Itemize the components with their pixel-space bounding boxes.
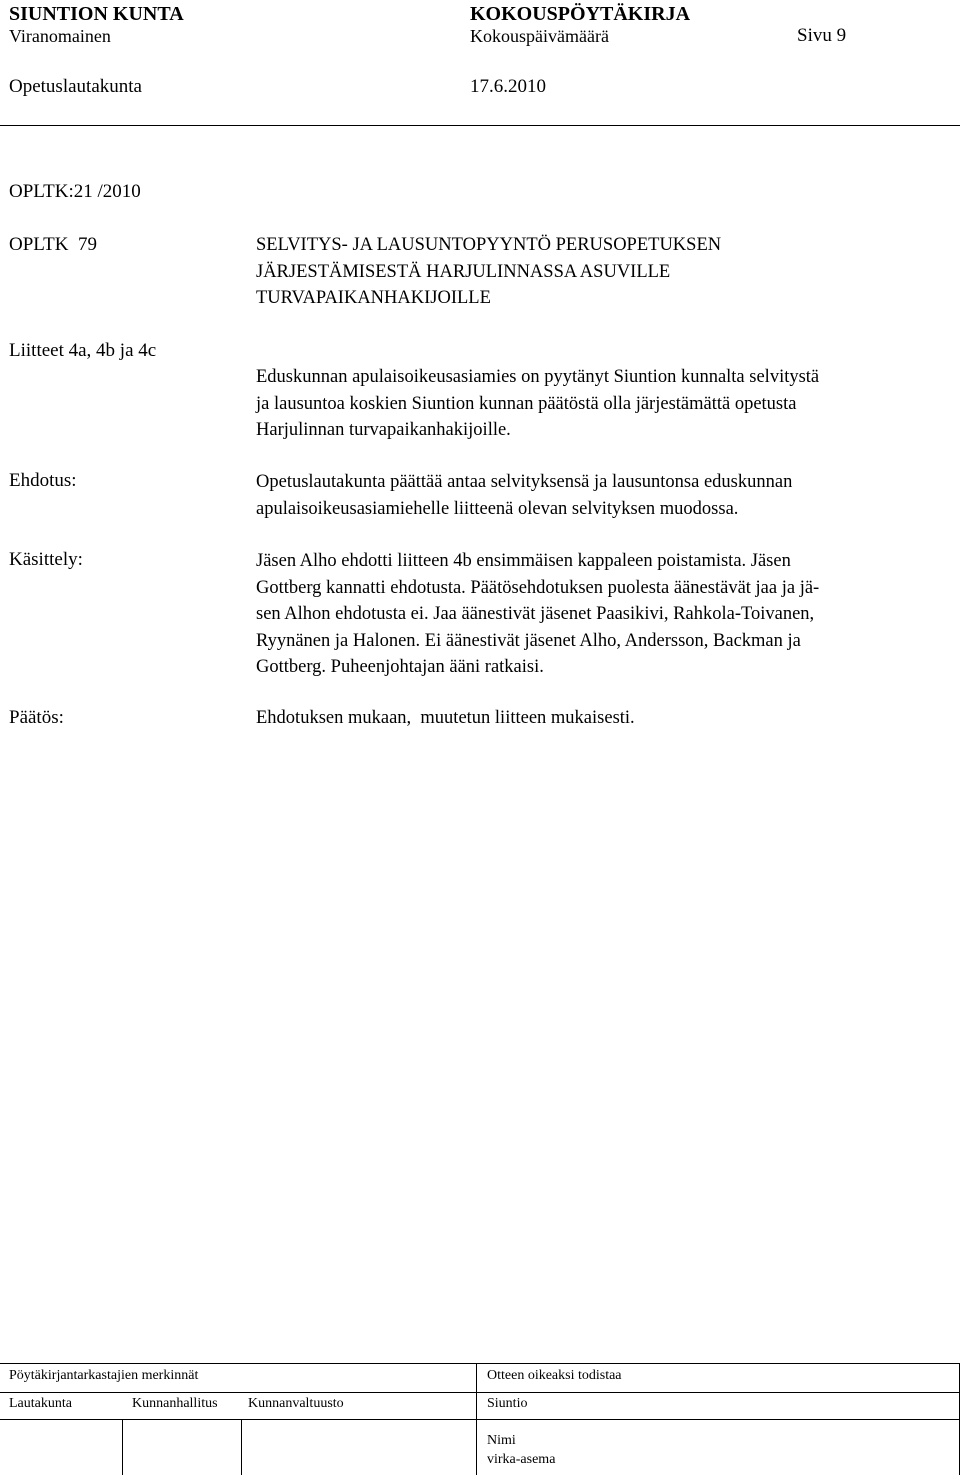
paragraph-line: Jäsen Alho ehdotti liitteen 4b ensimmäisen kappaleen poistamista. Jäsen [256, 551, 791, 571]
paragraph-line: Opetuslautakunta päättää antaa selvityksensä ja lausuntonsa eduskunnan [256, 472, 793, 492]
handling-paragraph [256, 548, 956, 681]
handling-label: Käsittely: [9, 549, 83, 570]
page-number: Sivu 9 [797, 25, 847, 46]
authority-label: Viranomainen [9, 26, 111, 46]
document-type: KOKOUSPÖYTÄKIRJA [470, 3, 691, 25]
paragraph-line: Ryynänen ja Halonen. Ei äänestivät jäsenet Alho, Andersson, Backman ja [256, 630, 801, 651]
footer-name-field: Nimi [487, 1433, 516, 1448]
organization-name: SIUNTION KUNTA [9, 3, 184, 25]
authority-name: Opetuslautakunta [9, 76, 142, 97]
paragraph-line: Gottberg kannatti ehdotusta. Päätösehdotuksen puolesta äänestävät jaa ja jä- [256, 577, 820, 598]
footer-council: Kunnanvaltuusto [248, 1396, 344, 1411]
footer-top-rule [0, 1363, 960, 1364]
attachments-label: Liitteet 4a, 4b ja 4c [9, 340, 157, 361]
paragraph-line: Gottberg. Puheenjohtajan ääni ratkaisi. [256, 657, 544, 677]
section-number: OPLTK 79 [9, 234, 97, 255]
intro-paragraph [256, 364, 956, 444]
paragraph-line: apulaisoikeusasiamiehelle liitteenä olevan selvityksen muodossa. [256, 498, 739, 519]
meeting-date: 17.6.2010 [470, 76, 546, 97]
inspectors-title: Pöytäkirjantarkastajien merkinnät [9, 1368, 199, 1383]
footer-board: Lautakunta [9, 1396, 72, 1411]
footer-position-field: virka-asema [487, 1452, 556, 1467]
decision-text: Ehdotuksen mukaan, muutetun liitteen mukaisesti. [256, 708, 635, 728]
paragraph-line: Eduskunnan apulaisoikeusasiamies on pyytänyt Siuntion kunnalta selvitystä [256, 367, 820, 387]
meeting-date-label: Kokouspäivämäärä [470, 26, 609, 46]
proposal-label: Ehdotus: [9, 470, 77, 491]
decision-label: Päätös: [9, 707, 64, 728]
document-title [256, 232, 956, 312]
footer-col-divider [476, 1363, 477, 1475]
proposal-paragraph [256, 469, 956, 522]
footer-municipal-board: Kunnanhallitus [132, 1396, 218, 1411]
header-divider [0, 125, 960, 126]
certified-title: Otteen oikeaksi todistaa [487, 1368, 622, 1383]
title-line: JÄRJESTÄMISESTÄ HARJULINNASSA ASUVILLE [256, 261, 671, 282]
paragraph-line: sen Alhon ehdotusta ei. Jaa äänestivät jäsenet Paasikivi, Rahkola-Toivanen, [256, 604, 815, 624]
footer-col-divider [241, 1419, 242, 1475]
footer-mid-rule [0, 1392, 960, 1393]
footer-col-divider [122, 1419, 123, 1475]
paragraph-line: ja lausuntoa koskien Siuntion kunnan päätöstä olla järjestämättä opetusta [256, 393, 797, 414]
paragraph-line: Harjulinnan turvapaikanhakijoille. [256, 420, 511, 440]
title-line: SELVITYS- JA LAUSUNTOPYYNTÖ PERUSOPETUKSEN [256, 235, 722, 255]
footer-row-rule [0, 1419, 960, 1420]
case-id: OPLTK:21 /2010 [9, 181, 141, 202]
title-line: TURVAPAIKANHAKIJOILLE [256, 288, 491, 308]
footer-place: Siuntio [487, 1396, 528, 1411]
